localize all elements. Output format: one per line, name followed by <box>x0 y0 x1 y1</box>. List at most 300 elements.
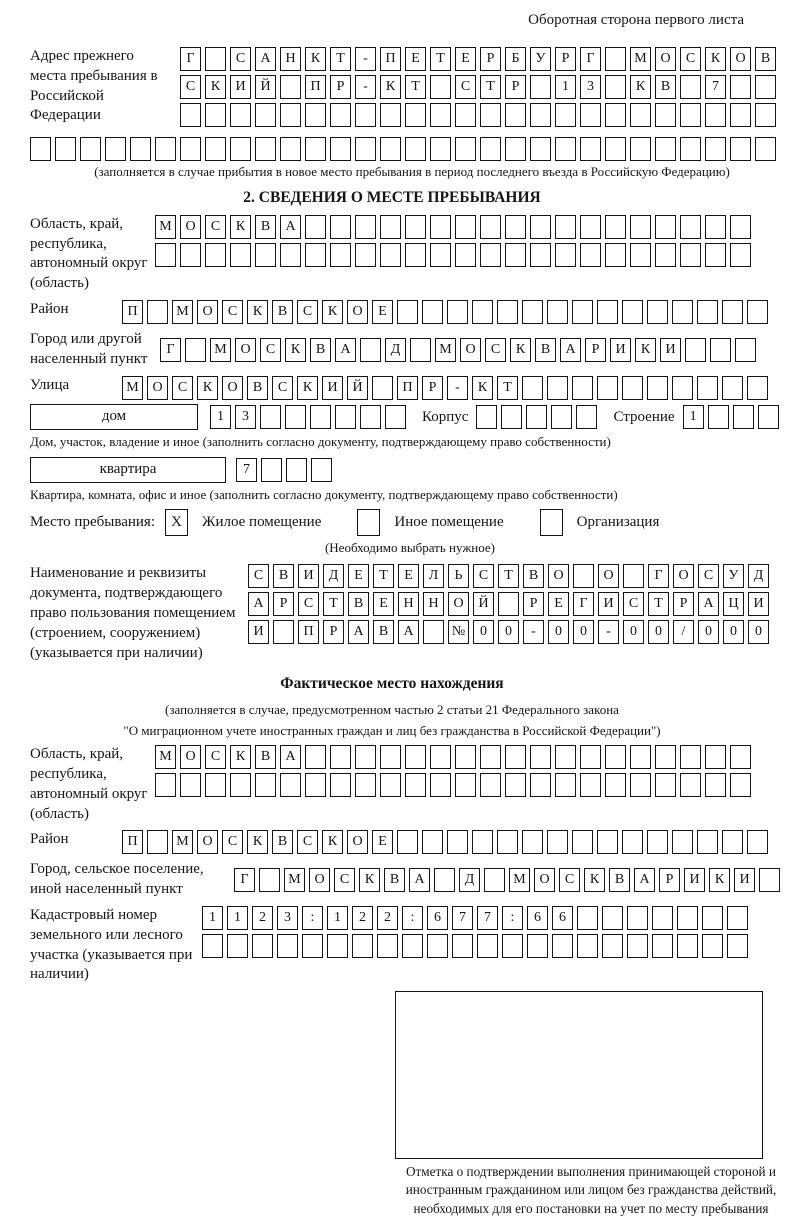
form-cell[interactable]: В <box>384 868 405 892</box>
form-cell[interactable] <box>647 300 668 324</box>
form-cell[interactable] <box>477 934 498 958</box>
form-cell[interactable] <box>434 868 455 892</box>
form-cell[interactable] <box>305 243 326 267</box>
form-cell[interactable]: Е <box>372 830 393 854</box>
form-cell[interactable]: 1 <box>327 906 348 930</box>
form-cell[interactable] <box>677 906 698 930</box>
form-cell[interactable] <box>497 830 518 854</box>
form-cell[interactable] <box>385 405 406 429</box>
form-cell[interactable] <box>305 773 326 797</box>
form-cell[interactable] <box>227 934 248 958</box>
form-cell[interactable]: Г <box>573 592 594 616</box>
form-cell[interactable]: 2 <box>252 906 273 930</box>
form-cell[interactable] <box>677 934 698 958</box>
form-cell[interactable] <box>580 745 601 769</box>
form-cell[interactable] <box>327 934 348 958</box>
form-cell[interactable] <box>185 338 206 362</box>
form-cell[interactable]: С <box>298 592 319 616</box>
form-cell[interactable] <box>405 773 426 797</box>
form-cell[interactable] <box>573 564 594 588</box>
form-cell[interactable] <box>759 868 780 892</box>
form-cell[interactable] <box>430 773 451 797</box>
form-cell[interactable]: В <box>535 338 556 362</box>
form-cell[interactable]: Т <box>373 564 394 588</box>
form-cell[interactable]: Ь <box>448 564 469 588</box>
form-cell[interactable] <box>555 103 576 127</box>
form-cell[interactable]: Д <box>323 564 344 588</box>
form-cell[interactable] <box>261 458 282 482</box>
form-cell[interactable] <box>310 405 331 429</box>
form-cell[interactable]: 3 <box>277 906 298 930</box>
form-cell[interactable] <box>427 934 448 958</box>
form-cell[interactable]: Г <box>234 868 255 892</box>
form-cell[interactable] <box>655 103 676 127</box>
form-cell[interactable]: Д <box>385 338 406 362</box>
form-cell[interactable] <box>627 906 648 930</box>
form-cell[interactable]: 0 <box>473 620 494 644</box>
form-cell[interactable] <box>505 103 526 127</box>
form-cell[interactable]: 2 <box>377 906 398 930</box>
form-cell[interactable]: В <box>609 868 630 892</box>
form-cell[interactable]: К <box>285 338 306 362</box>
form-cell[interactable]: А <box>698 592 719 616</box>
form-cell[interactable] <box>430 745 451 769</box>
form-cell[interactable] <box>605 103 626 127</box>
form-cell[interactable]: С <box>623 592 644 616</box>
form-cell[interactable]: А <box>255 47 276 71</box>
form-cell[interactable] <box>605 773 626 797</box>
form-cell[interactable]: О <box>197 830 218 854</box>
form-cell[interactable]: М <box>210 338 231 362</box>
form-cell[interactable] <box>627 934 648 958</box>
form-cell[interactable] <box>730 773 751 797</box>
form-cell[interactable]: Р <box>273 592 294 616</box>
form-cell[interactable] <box>377 934 398 958</box>
form-cell[interactable]: В <box>310 338 331 362</box>
form-cell[interactable]: Р <box>505 75 526 99</box>
form-cell[interactable]: Е <box>405 47 426 71</box>
form-cell[interactable] <box>260 405 281 429</box>
form-cell[interactable]: Г <box>180 47 201 71</box>
form-cell[interactable]: 0 <box>573 620 594 644</box>
form-cell[interactable] <box>630 137 651 161</box>
form-cell[interactable]: Й <box>255 75 276 99</box>
form-cell[interactable]: А <box>280 215 301 239</box>
form-cell[interactable] <box>577 906 598 930</box>
form-cell[interactable] <box>330 137 351 161</box>
form-cell[interactable] <box>155 773 176 797</box>
form-cell[interactable] <box>330 243 351 267</box>
form-cell[interactable] <box>505 215 526 239</box>
form-cell[interactable] <box>602 934 623 958</box>
form-cell[interactable] <box>685 338 706 362</box>
form-cell[interactable] <box>630 773 651 797</box>
form-cell[interactable] <box>155 243 176 267</box>
form-cell[interactable] <box>522 830 543 854</box>
form-cell[interactable]: В <box>755 47 776 71</box>
form-cell[interactable]: С <box>485 338 506 362</box>
form-cell[interactable]: Р <box>330 75 351 99</box>
form-cell[interactable]: : <box>302 906 323 930</box>
form-cell[interactable] <box>730 215 751 239</box>
form-cell[interactable]: 7 <box>477 906 498 930</box>
form-cell[interactable] <box>680 75 701 99</box>
form-cell[interactable]: Т <box>330 47 351 71</box>
form-cell[interactable]: К <box>205 75 226 99</box>
form-cell[interactable] <box>180 773 201 797</box>
checkbox-organization[interactable] <box>540 509 563 536</box>
form-cell[interactable]: : <box>402 906 423 930</box>
form-cell[interactable]: Е <box>455 47 476 71</box>
form-cell[interactable]: Л <box>423 564 444 588</box>
form-cell[interactable] <box>705 745 726 769</box>
form-cell[interactable]: О <box>448 592 469 616</box>
form-cell[interactable]: В <box>523 564 544 588</box>
form-cell[interactable]: К <box>510 338 531 362</box>
form-cell[interactable] <box>576 405 597 429</box>
form-cell[interactable]: К <box>359 868 380 892</box>
form-cell[interactable]: И <box>298 564 319 588</box>
form-cell[interactable]: А <box>409 868 430 892</box>
form-cell[interactable] <box>747 830 768 854</box>
form-cell[interactable] <box>352 934 373 958</box>
form-cell[interactable]: М <box>155 215 176 239</box>
form-cell[interactable] <box>552 934 573 958</box>
form-cell[interactable] <box>705 137 726 161</box>
form-cell[interactable]: 0 <box>648 620 669 644</box>
form-cell[interactable] <box>655 215 676 239</box>
form-cell[interactable] <box>526 405 547 429</box>
form-cell[interactable] <box>755 75 776 99</box>
form-cell[interactable] <box>355 215 376 239</box>
form-cell[interactable]: П <box>122 830 143 854</box>
form-cell[interactable]: - <box>447 376 468 400</box>
form-cell[interactable]: 6 <box>552 906 573 930</box>
form-cell[interactable] <box>747 376 768 400</box>
form-cell[interactable] <box>597 300 618 324</box>
form-cell[interactable] <box>547 376 568 400</box>
form-cell[interactable]: С <box>205 745 226 769</box>
form-cell[interactable] <box>680 243 701 267</box>
form-cell[interactable]: - <box>598 620 619 644</box>
form-cell[interactable] <box>705 773 726 797</box>
form-cell[interactable] <box>672 300 693 324</box>
form-cell[interactable]: Е <box>372 300 393 324</box>
form-cell[interactable]: Т <box>480 75 501 99</box>
form-cell[interactable] <box>630 103 651 127</box>
form-cell[interactable] <box>311 458 332 482</box>
form-cell[interactable]: 7 <box>705 75 726 99</box>
form-cell[interactable]: О <box>730 47 751 71</box>
form-cell[interactable] <box>205 103 226 127</box>
form-cell[interactable]: У <box>530 47 551 71</box>
form-cell[interactable]: Ц <box>723 592 744 616</box>
form-cell[interactable] <box>501 405 522 429</box>
form-cell[interactable] <box>230 103 251 127</box>
form-cell[interactable] <box>555 745 576 769</box>
form-cell[interactable] <box>530 75 551 99</box>
form-cell[interactable] <box>530 773 551 797</box>
form-cell[interactable] <box>580 103 601 127</box>
form-cell[interactable]: Н <box>280 47 301 71</box>
form-cell[interactable] <box>305 745 326 769</box>
form-cell[interactable] <box>680 745 701 769</box>
form-cell[interactable]: Р <box>480 47 501 71</box>
form-cell[interactable]: А <box>280 745 301 769</box>
form-cell[interactable]: К <box>635 338 656 362</box>
form-cell[interactable] <box>755 137 776 161</box>
form-cell[interactable] <box>722 300 743 324</box>
form-cell[interactable]: Е <box>398 564 419 588</box>
form-cell[interactable]: И <box>660 338 681 362</box>
form-cell[interactable] <box>655 745 676 769</box>
form-cell[interactable]: В <box>255 215 276 239</box>
form-cell[interactable]: О <box>347 300 368 324</box>
form-cell[interactable] <box>555 137 576 161</box>
form-cell[interactable] <box>655 137 676 161</box>
form-cell[interactable] <box>572 376 593 400</box>
form-cell[interactable] <box>705 215 726 239</box>
form-cell[interactable]: Г <box>648 564 669 588</box>
form-cell[interactable] <box>380 103 401 127</box>
form-cell[interactable] <box>305 137 326 161</box>
form-cell[interactable] <box>280 103 301 127</box>
form-cell[interactable] <box>672 830 693 854</box>
form-cell[interactable] <box>447 830 468 854</box>
form-cell[interactable] <box>655 243 676 267</box>
form-cell[interactable]: 1 <box>202 906 223 930</box>
form-cell[interactable] <box>360 405 381 429</box>
form-cell[interactable] <box>480 215 501 239</box>
form-cell[interactable]: Р <box>673 592 694 616</box>
form-cell[interactable]: И <box>248 620 269 644</box>
form-cell[interactable]: О <box>347 830 368 854</box>
form-cell[interactable] <box>405 103 426 127</box>
form-cell[interactable]: А <box>634 868 655 892</box>
form-cell[interactable] <box>722 376 743 400</box>
form-cell[interactable] <box>55 137 76 161</box>
form-cell[interactable] <box>280 243 301 267</box>
form-cell[interactable]: Е <box>373 592 394 616</box>
form-cell[interactable] <box>702 934 723 958</box>
form-cell[interactable]: М <box>122 376 143 400</box>
form-cell[interactable]: Н <box>423 592 444 616</box>
form-cell[interactable] <box>455 773 476 797</box>
form-cell[interactable]: Е <box>548 592 569 616</box>
form-cell[interactable] <box>277 934 298 958</box>
form-cell[interactable]: Р <box>555 47 576 71</box>
form-cell[interactable] <box>580 243 601 267</box>
form-cell[interactable] <box>708 405 729 429</box>
form-cell[interactable] <box>480 243 501 267</box>
form-cell[interactable] <box>330 215 351 239</box>
form-cell[interactable]: Р <box>422 376 443 400</box>
form-cell[interactable]: К <box>297 376 318 400</box>
form-cell[interactable] <box>652 934 673 958</box>
form-cell[interactable]: / <box>673 620 694 644</box>
form-cell[interactable] <box>630 215 651 239</box>
form-cell[interactable]: О <box>460 338 481 362</box>
form-cell[interactable]: С <box>248 564 269 588</box>
form-cell[interactable]: К <box>630 75 651 99</box>
form-cell[interactable] <box>455 745 476 769</box>
form-cell[interactable] <box>80 137 101 161</box>
form-cell[interactable] <box>480 745 501 769</box>
form-cell[interactable] <box>259 868 280 892</box>
form-cell[interactable]: : <box>502 906 523 930</box>
form-cell[interactable] <box>647 376 668 400</box>
form-cell[interactable] <box>280 75 301 99</box>
form-cell[interactable]: 0 <box>698 620 719 644</box>
form-cell[interactable]: С <box>455 75 476 99</box>
form-cell[interactable] <box>355 243 376 267</box>
form-cell[interactable]: И <box>734 868 755 892</box>
form-cell[interactable]: А <box>348 620 369 644</box>
form-cell[interactable] <box>30 137 51 161</box>
form-cell[interactable]: И <box>322 376 343 400</box>
form-cell[interactable]: О <box>235 338 256 362</box>
form-cell[interactable] <box>605 137 626 161</box>
form-cell[interactable] <box>480 137 501 161</box>
form-cell[interactable] <box>602 906 623 930</box>
form-cell[interactable]: Н <box>398 592 419 616</box>
form-cell[interactable]: А <box>398 620 419 644</box>
form-cell[interactable]: 0 <box>623 620 644 644</box>
form-cell[interactable] <box>680 215 701 239</box>
form-cell[interactable]: К <box>709 868 730 892</box>
form-cell[interactable]: Д <box>459 868 480 892</box>
form-cell[interactable] <box>205 243 226 267</box>
form-cell[interactable] <box>305 103 326 127</box>
form-cell[interactable] <box>280 773 301 797</box>
form-cell[interactable]: Т <box>323 592 344 616</box>
form-cell[interactable] <box>547 830 568 854</box>
form-cell[interactable]: К <box>247 300 268 324</box>
form-cell[interactable]: 6 <box>427 906 448 930</box>
form-cell[interactable]: С <box>222 830 243 854</box>
form-cell[interactable] <box>355 745 376 769</box>
form-cell[interactable]: С <box>260 338 281 362</box>
form-cell[interactable] <box>255 243 276 267</box>
form-cell[interactable]: О <box>180 745 201 769</box>
form-cell[interactable]: 0 <box>748 620 769 644</box>
form-cell[interactable] <box>447 300 468 324</box>
form-cell[interactable]: О <box>548 564 569 588</box>
form-cell[interactable] <box>472 300 493 324</box>
form-cell[interactable]: О <box>197 300 218 324</box>
form-cell[interactable] <box>530 243 551 267</box>
form-cell[interactable]: К <box>305 47 326 71</box>
form-cell[interactable] <box>405 137 426 161</box>
form-cell[interactable]: Й <box>347 376 368 400</box>
form-cell[interactable] <box>733 405 754 429</box>
form-cell[interactable] <box>380 215 401 239</box>
form-cell[interactable] <box>605 75 626 99</box>
form-cell[interactable]: В <box>348 592 369 616</box>
form-cell[interactable] <box>476 405 497 429</box>
form-cell[interactable] <box>397 830 418 854</box>
form-cell[interactable] <box>555 773 576 797</box>
form-cell[interactable] <box>530 103 551 127</box>
form-cell[interactable]: В <box>255 745 276 769</box>
form-cell[interactable]: К <box>322 300 343 324</box>
form-cell[interactable]: 2 <box>352 906 373 930</box>
form-cell[interactable]: П <box>298 620 319 644</box>
form-cell[interactable]: О <box>180 215 201 239</box>
form-cell[interactable]: К <box>472 376 493 400</box>
form-cell[interactable] <box>430 103 451 127</box>
form-cell[interactable]: 6 <box>527 906 548 930</box>
form-cell[interactable]: И <box>748 592 769 616</box>
form-cell[interactable]: Т <box>498 564 519 588</box>
form-cell[interactable] <box>597 830 618 854</box>
form-cell[interactable]: Т <box>497 376 518 400</box>
form-cell[interactable]: - <box>523 620 544 644</box>
form-cell[interactable]: - <box>355 75 376 99</box>
form-cell[interactable] <box>755 103 776 127</box>
form-cell[interactable] <box>280 137 301 161</box>
form-cell[interactable] <box>697 376 718 400</box>
form-cell[interactable] <box>422 830 443 854</box>
form-cell[interactable]: Й <box>473 592 494 616</box>
form-cell[interactable]: У <box>723 564 744 588</box>
form-cell[interactable] <box>680 103 701 127</box>
form-cell[interactable] <box>255 137 276 161</box>
form-cell[interactable]: С <box>297 830 318 854</box>
form-cell[interactable] <box>652 906 673 930</box>
form-cell[interactable] <box>302 934 323 958</box>
form-cell[interactable] <box>705 103 726 127</box>
form-cell[interactable]: 7 <box>452 906 473 930</box>
form-cell[interactable]: В <box>273 564 294 588</box>
form-cell[interactable]: С <box>698 564 719 588</box>
form-cell[interactable]: Т <box>648 592 669 616</box>
form-cell[interactable] <box>372 376 393 400</box>
form-cell[interactable] <box>230 243 251 267</box>
form-cell[interactable]: С <box>230 47 251 71</box>
form-cell[interactable]: М <box>172 300 193 324</box>
form-cell[interactable] <box>572 830 593 854</box>
form-cell[interactable]: К <box>380 75 401 99</box>
form-cell[interactable]: И <box>610 338 631 362</box>
form-cell[interactable] <box>672 376 693 400</box>
form-cell[interactable]: 3 <box>580 75 601 99</box>
form-cell[interactable]: Г <box>580 47 601 71</box>
form-cell[interactable]: В <box>247 376 268 400</box>
form-cell[interactable] <box>630 243 651 267</box>
form-cell[interactable]: Т <box>405 75 426 99</box>
form-cell[interactable]: И <box>684 868 705 892</box>
form-cell[interactable]: М <box>509 868 530 892</box>
form-cell[interactable]: Р <box>523 592 544 616</box>
form-cell[interactable] <box>605 47 626 71</box>
form-cell[interactable]: Р <box>585 338 606 362</box>
form-cell[interactable] <box>680 773 701 797</box>
form-cell[interactable]: Г <box>160 338 181 362</box>
form-cell[interactable]: К <box>230 215 251 239</box>
form-cell[interactable] <box>680 137 701 161</box>
form-cell[interactable] <box>605 243 626 267</box>
form-cell[interactable] <box>555 243 576 267</box>
form-cell[interactable] <box>702 906 723 930</box>
form-cell[interactable] <box>355 773 376 797</box>
form-cell[interactable] <box>330 103 351 127</box>
form-cell[interactable] <box>430 243 451 267</box>
form-cell[interactable] <box>455 137 476 161</box>
form-cell[interactable]: С <box>297 300 318 324</box>
form-cell[interactable]: Д <box>748 564 769 588</box>
form-cell[interactable]: П <box>305 75 326 99</box>
